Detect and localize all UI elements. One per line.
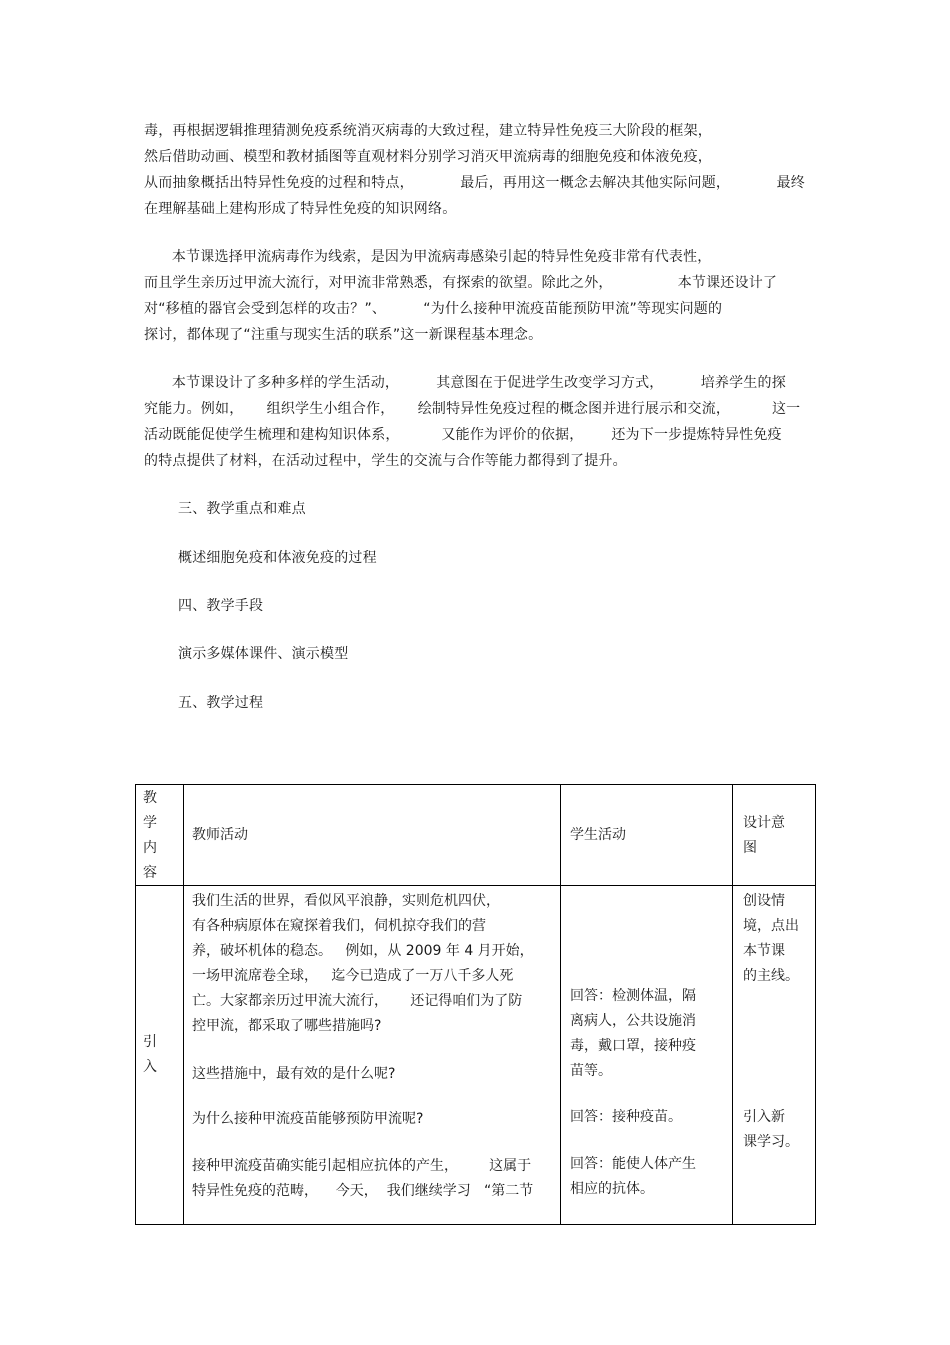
header-design-line2: 图 — [743, 840, 757, 856]
header-col1-char4: 容 — [143, 865, 157, 881]
intro-cell-student — [561, 886, 733, 1225]
paragraph3-line4: 的特点提供了材料，在活动过程中，学生的交流与合作等能力都得到了提升。 — [144, 453, 627, 469]
table-row-intro — [136, 886, 816, 1225]
student-line-6: 回答：能使人体产生 — [570, 1156, 696, 1172]
design-line-4: 的主线。 — [743, 968, 799, 984]
paragraph2-line2: 而且学生亲历过甲流大流行，对甲流非常熟悉，有探索的欲望。除此之外， 本节课还设计了 — [144, 275, 778, 291]
teacher-line-10: 特异性免疫的范畴， 今天， 我们继续学习 “第二节 — [192, 1183, 534, 1199]
paragraph3-line2: 究能力。例如， 组织学生小组合作， 绘制特异性免疫过程的概念图并进行展示和交流， 这一 — [144, 401, 801, 417]
section-content-3: 概述细胞免疫和体液免疫的过程 — [178, 550, 377, 566]
header-design-line1: 设计意 — [743, 815, 785, 831]
header-col1-char3: 内 — [143, 840, 157, 856]
paragraph1-line4: 在理解基础上建构形成了特异性免疫的知识网络。 — [144, 201, 457, 217]
teacher-line-1: 我们生活的世界，看似风平浪静，实则危机四伏， — [192, 893, 500, 909]
design-line-5: 引入新 — [743, 1109, 785, 1125]
paragraph1-line1: 毒，再根据逻辑推理猜测免疫系统消灭病毒的大致过程，建立特异性免疫三大阶段的框架， — [144, 123, 712, 139]
teacher-line-5: 亡。大家都亲历过甲流大流行， 还记得咱们为了防 — [192, 993, 523, 1009]
table-header-row — [136, 785, 816, 886]
design-line-6: 课学习。 — [743, 1134, 799, 1150]
section-heading-3: 三、教学重点和难点 — [178, 501, 306, 517]
teacher-line-3: 养，破坏机体的稳态。 例如，从 2009 年 4 月开始， — [192, 943, 534, 959]
header-col1-char1: 教 — [143, 790, 157, 806]
section-content-4: 演示多媒体课件、演示模型 — [178, 646, 349, 662]
student-line-7: 相应的抗体。 — [570, 1181, 654, 1197]
paragraph2-line3: 对“移植的器官会受到怎样的攻击？”、 “为什么接种甲流疫苗能预防甲流”等现实问题的 — [144, 301, 723, 317]
lesson-process-table — [135, 784, 816, 1225]
section-heading-4: 四、教学手段 — [178, 598, 264, 614]
paragraph3-line1: 本节课设计了多种多样的学生活动， 其意图在于促进学生改变学习方式， 培养学生的探 — [144, 375, 786, 391]
student-line-3: 毒，戴口罩，接种疫 — [570, 1038, 696, 1054]
design-line-2: 境，点出 — [743, 918, 799, 934]
design-line-1: 创设情 — [743, 893, 785, 909]
section-heading-5: 五、教学过程 — [178, 695, 264, 711]
intro-cell-design — [733, 886, 816, 1225]
teacher-line-9: 接种甲流疫苗确实能引起相应抗体的产生， 这属于 — [192, 1158, 532, 1174]
header-student-label: 学生活动 — [570, 827, 626, 843]
paragraph1-line3: 从而抽象概括出特异性免疫的过程和特点， 最后，再用这一概念去解决其他实际问题， 最终 — [144, 175, 806, 191]
intro-label-char2: 入 — [143, 1059, 157, 1075]
intro-label-char1: 引 — [143, 1034, 157, 1050]
header-cell-student — [561, 785, 733, 886]
teacher-line-2: 有各种病原体在窥探着我们，伺机掠夺我们的营 — [192, 918, 486, 934]
student-line-4: 苗等。 — [570, 1063, 612, 1079]
intro-cell-teacher — [184, 886, 561, 1225]
header-cell-teacher — [184, 785, 561, 886]
header-cell-design — [733, 785, 816, 886]
paragraph2-line1: 本节课选择甲流病毒作为线索，是因为甲流病毒感染引起的特异性免疫非常有代表性， — [144, 249, 712, 265]
teacher-line-8: 为什么接种甲流疫苗能够预防甲流呢? — [192, 1111, 424, 1127]
paragraph2-line4: 探讨，都体现了“注重与现实生活的联系”这一新课程基本理念。 — [144, 327, 543, 343]
teacher-line-7: 这些措施中，最有效的是什么呢? — [192, 1066, 396, 1082]
student-line-1: 回答：检测体温，隔 — [570, 988, 696, 1004]
student-line-5: 回答：接种疫苗。 — [570, 1109, 682, 1125]
header-cell-content — [136, 785, 184, 886]
teacher-line-6: 控甲流，都采取了哪些措施吗? — [192, 1018, 382, 1034]
design-line-3: 本节课 — [743, 943, 785, 959]
student-line-2: 离病人，公共设施消 — [570, 1013, 696, 1029]
paragraph1-line2: 然后借助动画、模型和教材插图等直观材料分别学习消灭甲流病毒的细胞免疫和体液免疫， — [144, 149, 712, 165]
header-col1-char2: 学 — [143, 815, 157, 831]
header-teacher-label: 教师活动 — [192, 827, 248, 843]
intro-cell-content — [136, 886, 184, 1225]
paragraph3-line3: 活动既能促使学生梳理和建构知识体系， 又能作为评价的依据， 还为下一步提炼特异性免疫 — [144, 427, 782, 443]
teacher-line-4: 一场甲流席卷全球， 迄今已造成了一万八千多人死 — [192, 968, 514, 984]
